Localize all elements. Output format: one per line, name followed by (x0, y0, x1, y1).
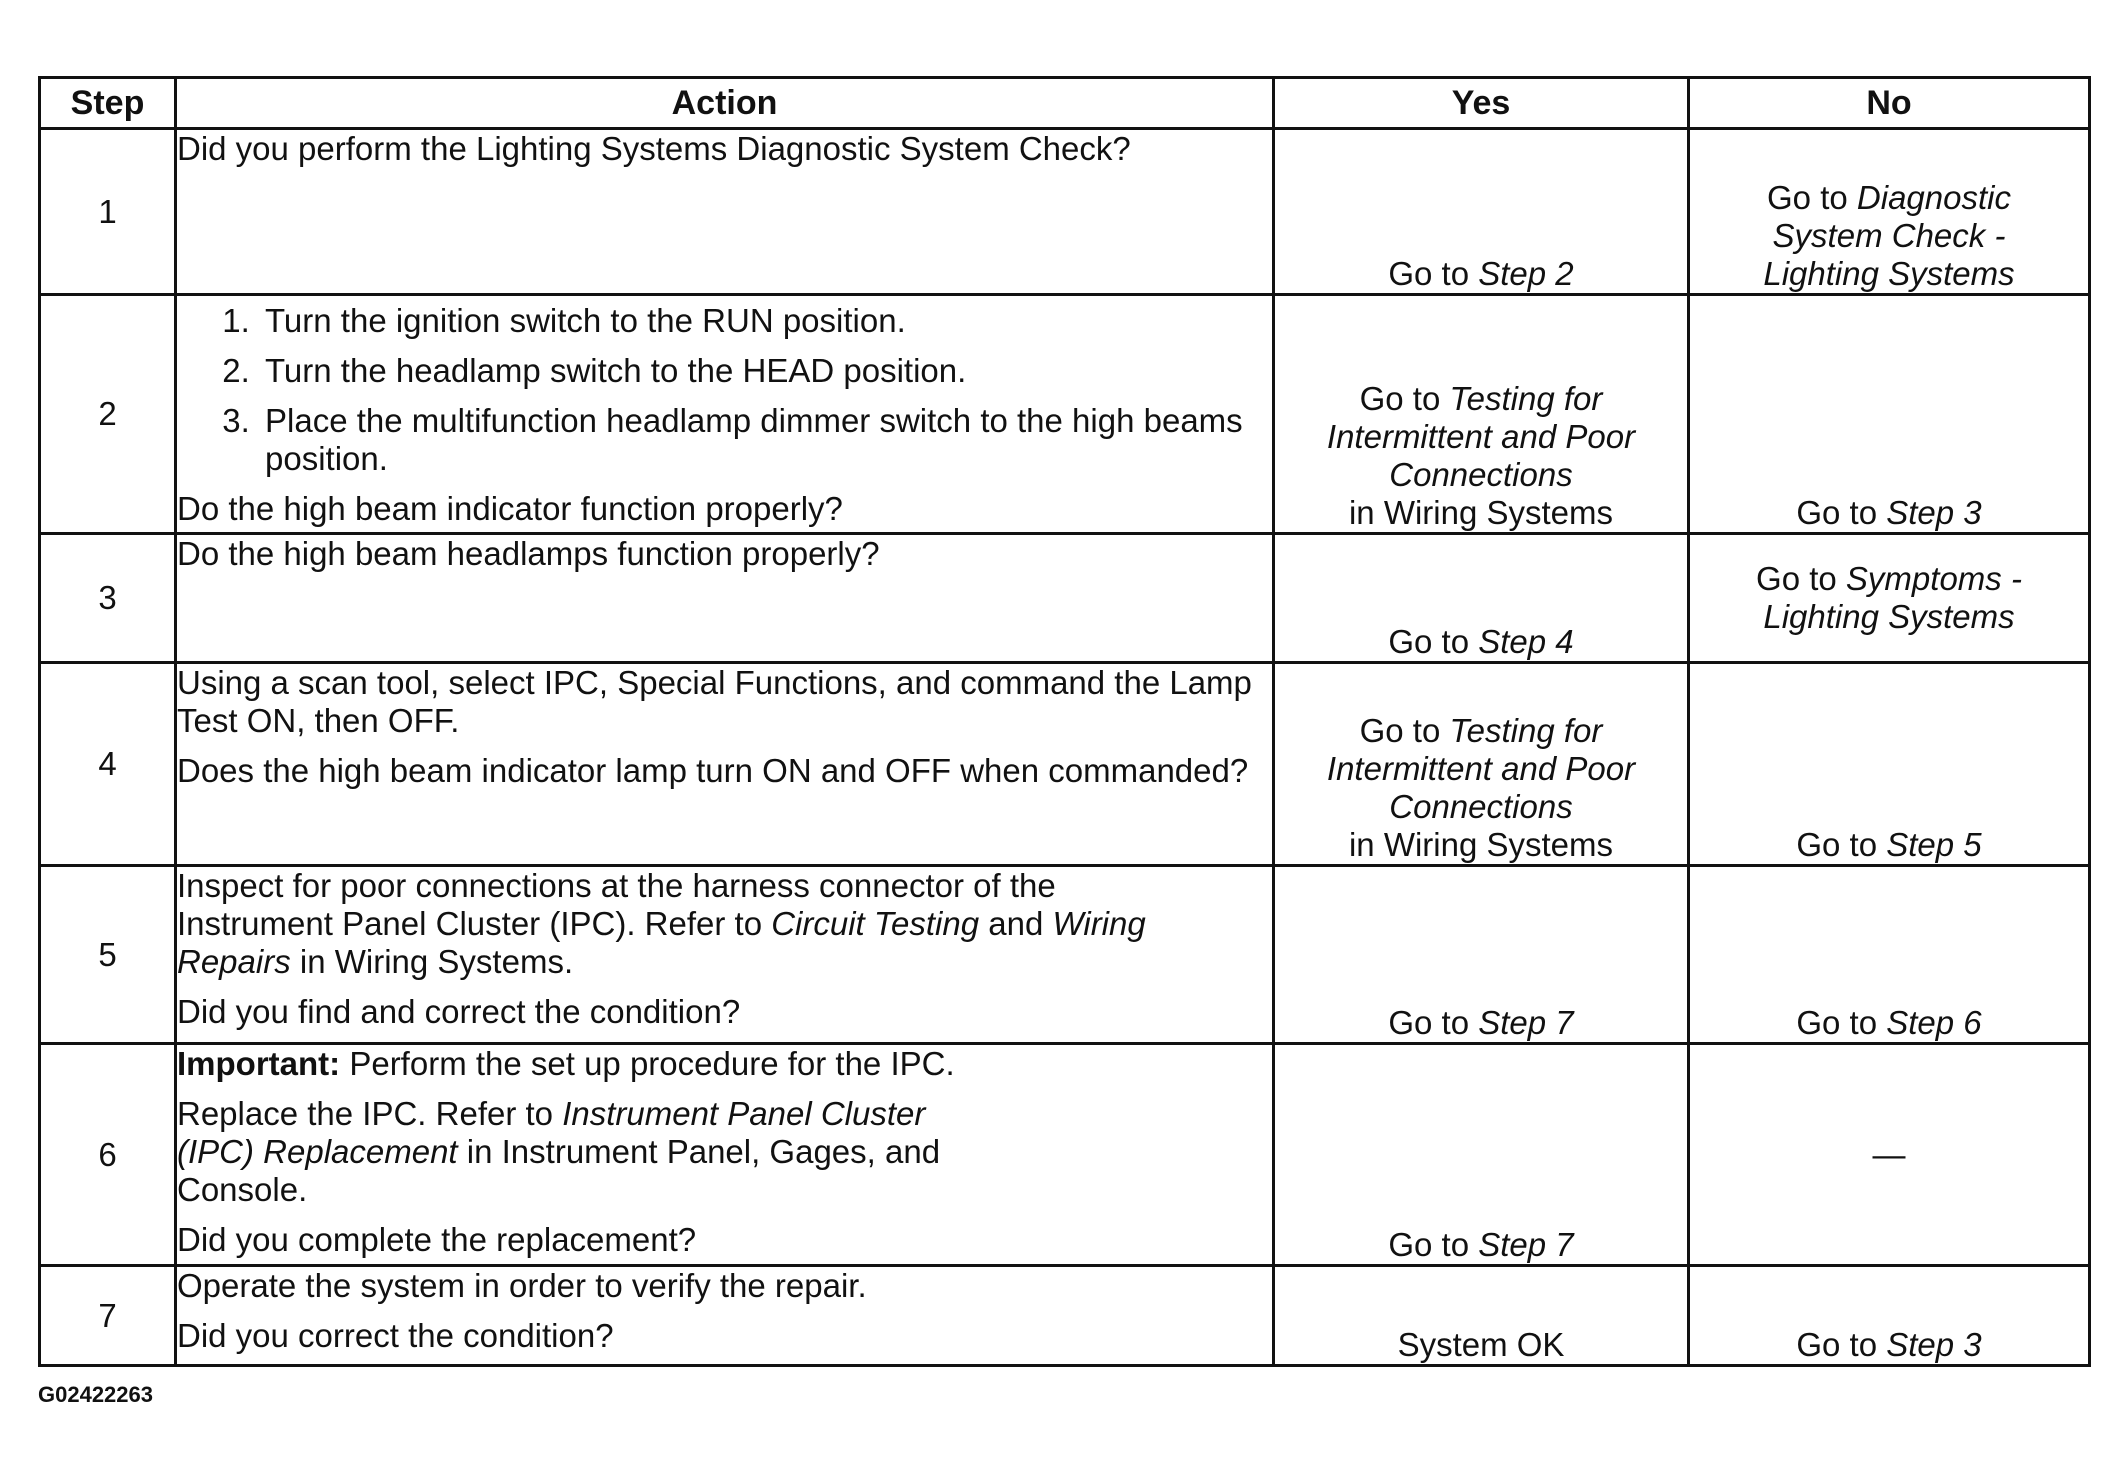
action-question: Did you perform the Lighting Systems Diagnostic System Check? (177, 130, 1131, 167)
action-question: Did you correct the condition? (177, 1317, 614, 1354)
no-ref: Diagnostic System Check - Lighting Systems (1763, 179, 2015, 292)
action-question: Do the high beam indicator function properly? (177, 490, 843, 527)
no-ref: Step 5 (1886, 826, 1982, 863)
action-cell (176, 663, 1274, 866)
no-cell (1689, 534, 2090, 663)
header-no: No (1689, 78, 2090, 129)
no-ref: Symptoms - Lighting Systems (1763, 560, 2022, 635)
yes-suffix: in Wiring Systems (1348, 826, 1614, 863)
action-question: Does the high beam indicator lamp turn ON and OFF when commanded? (177, 752, 1249, 789)
action-cell (176, 295, 1274, 534)
action-cell (176, 1266, 1274, 1366)
header-yes: Yes (1274, 78, 1689, 129)
figure-id: G02422263 (38, 1382, 153, 1407)
yes-prefix: Go to (1359, 380, 1450, 417)
no-prefix: Go to (1767, 179, 1857, 216)
step-number: 7 (40, 1266, 176, 1366)
important-note (177, 1045, 1272, 1083)
action-ref: Instrument Panel Cluster (IPC) Replacement (177, 1095, 926, 1170)
no-ref: Step 3 (1886, 1326, 1982, 1363)
list-item: 3. Place the multifunction headlamp dimmer switch to the high beams position. (259, 402, 1272, 478)
yes-prefix: Go to (1388, 1226, 1479, 1263)
step-number: 6 (40, 1044, 176, 1266)
table-row (40, 663, 2090, 866)
yes-ref: Step 2 (1478, 255, 1574, 292)
table-row (40, 1266, 2090, 1366)
yes-cell (1274, 1044, 1689, 1266)
action-text: in Wiring Systems. (299, 943, 574, 980)
action-cell (176, 534, 1274, 663)
yes-cell (1274, 534, 1689, 663)
action-question: Did you complete the replacement? (177, 1221, 697, 1258)
step-number: 2 (40, 295, 176, 534)
yes-prefix: Go to (1388, 623, 1479, 660)
important-text: Perform the set up procedure for the IPC. (349, 1045, 955, 1082)
no-prefix: Go to (1796, 494, 1887, 531)
no-ref: Step 6 (1886, 1004, 1982, 1041)
action-question: Did you find and correct the condition? (177, 993, 741, 1030)
yes-suffix: in Wiring Systems (1348, 494, 1614, 531)
important-label: Important: (177, 1045, 341, 1082)
table-row (40, 866, 2090, 1044)
action-ref: Circuit Testing (771, 905, 980, 942)
step-number: 3 (40, 534, 176, 663)
diagnostic-table (38, 76, 2091, 1367)
action-intro: Using a scan tool, select IPC, Special Functions, and command the Lamp Test ON, then OFF. (177, 664, 1252, 739)
action-question: Do the high beam headlamps function properly? (177, 535, 880, 572)
action-text: Replace the IPC. Refer to (177, 1095, 554, 1132)
action-intro: Operate the system in order to verify the repair. (177, 1267, 867, 1304)
yes-cell (1274, 295, 1689, 534)
yes-cell (1274, 663, 1689, 866)
no-cell (1689, 866, 2090, 1044)
no-prefix: Go to (1756, 560, 1846, 597)
action-instruction (177, 867, 1272, 981)
action-text: and (988, 905, 1044, 942)
yes-ref: Step 7 (1478, 1004, 1574, 1041)
table-row (40, 295, 2090, 534)
action-instruction (177, 1095, 1272, 1209)
no-cell (1689, 129, 2090, 295)
procedure-list (177, 302, 1272, 478)
no-prefix: Go to (1796, 1004, 1887, 1041)
action-cell (176, 1044, 1274, 1266)
no-prefix: Go to (1796, 1326, 1887, 1363)
list-item: 1. Turn the ignition switch to the RUN position. (259, 302, 1272, 340)
yes-prefix: Go to (1359, 712, 1450, 749)
header-row (40, 78, 2090, 129)
yes-cell (1274, 129, 1689, 295)
no-cell (1689, 295, 2090, 534)
yes-prefix: Go to (1388, 1004, 1479, 1041)
no-prefix: Go to (1796, 826, 1887, 863)
no-cell (1689, 1266, 2090, 1366)
step-number: 1 (40, 129, 176, 295)
yes-ref: Testing for Intermittent and Poor Connections (1326, 712, 1636, 825)
action-cell (176, 129, 1274, 295)
header-action: Action (176, 78, 1274, 129)
yes-ref: Step 4 (1478, 623, 1574, 660)
yes-prefix: Go to (1388, 255, 1479, 292)
no-cell (1689, 663, 2090, 866)
yes-ref: Step 7 (1478, 1226, 1574, 1263)
yes-cell (1274, 1266, 1689, 1366)
action-cell (176, 866, 1274, 1044)
step-number: 4 (40, 663, 176, 866)
yes-ref: Testing for Intermittent and Poor Connections (1326, 380, 1636, 493)
table-row (40, 534, 2090, 663)
no-cell (1689, 1044, 2090, 1266)
list-item: 2. Turn the headlamp switch to the HEAD position. (259, 352, 1272, 390)
table-row (40, 1044, 2090, 1266)
yes-cell (1274, 866, 1689, 1044)
step-number: 5 (40, 866, 176, 1044)
action-text: Inspect for poor connections at the harness connector of the Instrument Panel Cluster (IPC). Refer to (177, 867, 1056, 942)
action-text: in Instrument Panel, Gages, and Console. (177, 1133, 941, 1208)
no-dash: — (1872, 1135, 1906, 1173)
table-row (40, 129, 2090, 295)
action-ref: Wiring Repairs (177, 905, 1146, 980)
header-step: Step (40, 78, 176, 129)
no-ref: Step 3 (1886, 494, 1982, 531)
yes-text: System OK (1397, 1326, 1565, 1363)
